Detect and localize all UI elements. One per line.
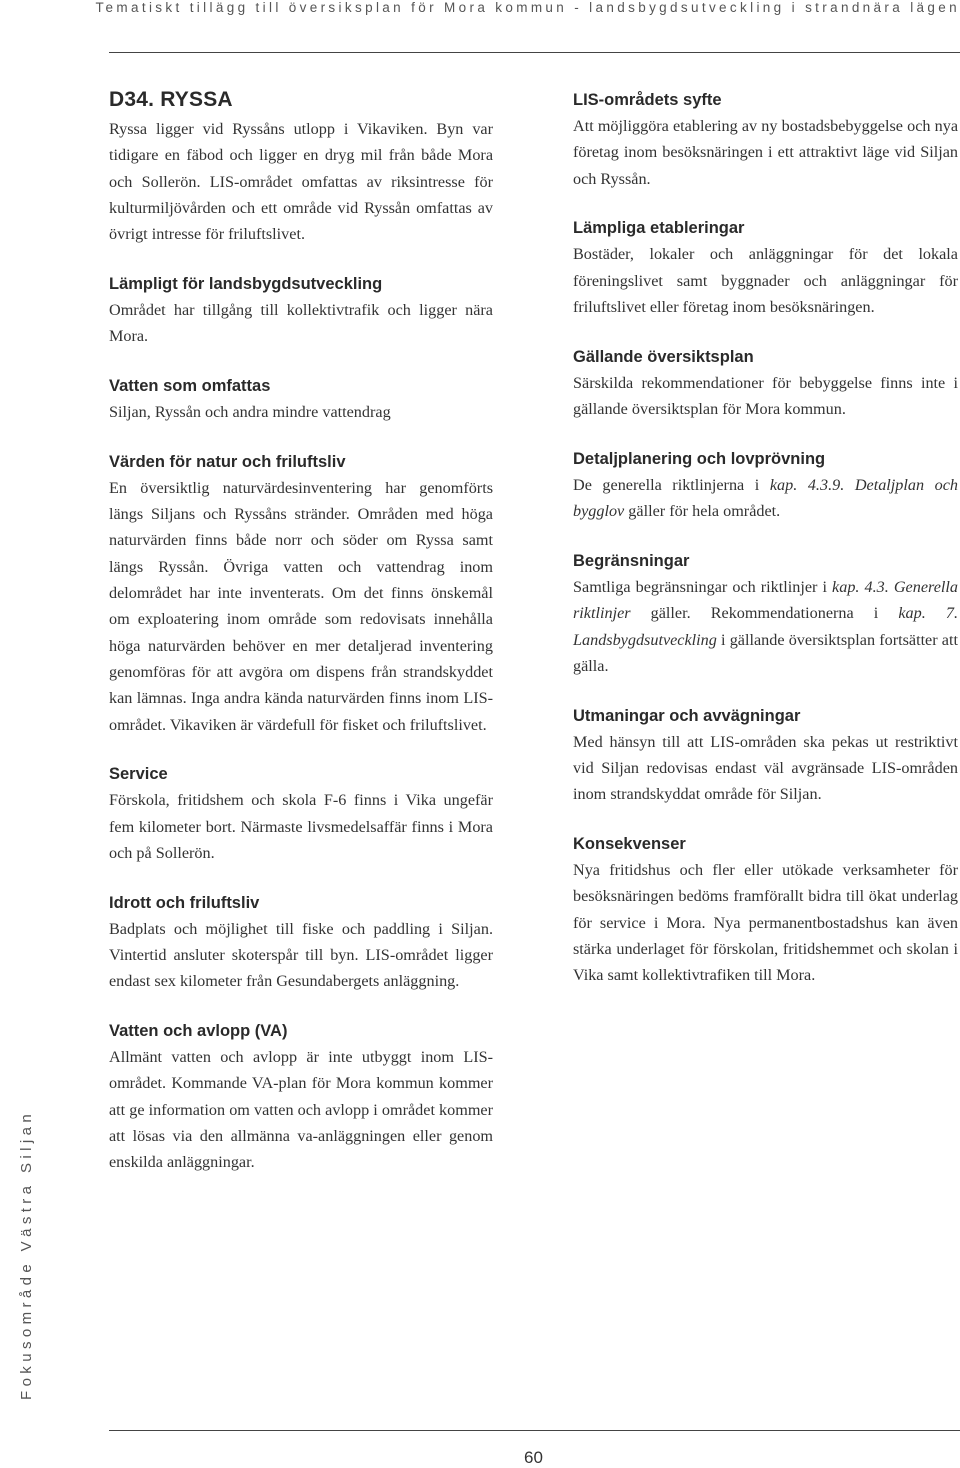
section-text: Att möjliggöra etablering av ny bostadsbebyggelse och nya företag inom besöksnäringen i ett attraktivt läge vid Siljan och Ryssån. <box>573 117 958 188</box>
top-divider <box>109 52 960 53</box>
section-text: Området har tillgång till kollektivtrafik och ligger nära Mora. <box>109 300 493 346</box>
intro-block <box>109 116 493 247</box>
section-oversiktsplan <box>573 345 958 423</box>
section-service <box>109 762 493 866</box>
section-text: Nya fritidshus och fler eller utökade verksamheter för besöksnäringen bedöms framförallt bidra till ökat underlag för service i Mora. Nya permanentbostadshus kan även stärka underlaget för förskolan, fritidshemmet och skolan i Vika samt kollektivtrafiken till Mora. <box>573 861 958 985</box>
section-text: Bostäder, lokaler och anläggningar för det lokala föreningslivet samt byggnader och anläggningar för friluftslivet eller företag inom besöksnäringen. <box>573 245 958 316</box>
section-heading: Vatten som omfattas <box>109 377 271 396</box>
section-va <box>109 1019 493 1175</box>
section-text: Siljan, Ryssån och andra mindre vattendrag <box>109 403 391 422</box>
section-utmaningar <box>573 704 958 808</box>
section-heading: Service <box>109 765 168 784</box>
section-text: En översiktlig naturvärdesinventering har genomförts längs Siljans och Ryssåns stränder. Områden med höga naturvärden finns både norr och söder om Ryssa samt längs Ryssån. Övriga vatten och vattendrag inom delområdet har inte inventerats. Om det finns önskemål om exploatering inom område som redovisats innehålla höga naturvärden behöver en mer detaljerad inventering genomföras för att avgöra om dispens från strandskyddet kan lämnas. Inga andra kända naturvärden finns inom LIS-området. Vikaviken är värdefull för fisket och friluftslivet. <box>109 478 493 734</box>
section-text: Allmänt vatten och avlopp är inte utbyggt inom LIS-området. Kommande VA-plan för Mora kommun kommer att ge information om vatten och avlopp i området kommer att lösas via den allmänna va-anläggningen eller genom enskilda anläggningar. <box>109 1048 493 1172</box>
section-etableringar <box>573 216 958 320</box>
section-heading: LIS-områdets syfte <box>573 91 722 109</box>
section-text: Badplats och möjlighet till fiske och paddling i Siljan. Vintertid ansluter skoterspår till byn. LIS-området ligger endast sex kilometer från Gesundabergets anläggning. <box>109 919 493 991</box>
page-title: D34. RYSSA <box>109 88 233 111</box>
section-syfte <box>573 88 958 192</box>
section-begransningar <box>573 549 958 679</box>
section-heading: Värden för natur och friluftsliv <box>109 452 346 471</box>
side-label: Fokusområde Västra Siljan <box>18 1109 35 1400</box>
section-vatten <box>109 374 493 425</box>
section-idrott <box>109 891 493 995</box>
section-varden <box>109 450 493 738</box>
section-lampligt <box>109 272 493 350</box>
left-column <box>109 88 493 1200</box>
section-text: Särskilda rekommendationer för bebyggelse finns inte i gällande översiktsplan för Mora kommun. <box>573 373 958 419</box>
section-text <box>573 472 958 525</box>
text-run: gäller för hela området. <box>624 502 781 521</box>
right-column <box>573 88 958 1013</box>
section-text <box>573 574 958 679</box>
section-heading: Lämpliga etableringar <box>573 219 745 238</box>
section-heading: Konsekvenser <box>573 835 686 854</box>
bottom-divider <box>109 1430 960 1431</box>
running-header: Tematiskt tillägg till översiksplan för Mora kommun - landsbygdsutveckling i strandnära lägen <box>95 0 960 15</box>
page-number: 60 <box>524 1448 543 1467</box>
section-heading: Gällande översiktsplan <box>573 347 754 366</box>
text-run: i gällande översiktsplan fortsätter att gälla. <box>573 630 958 675</box>
section-text: Med hänsyn till att LIS-områden ska pekas ut restriktivt vid Siljan redovisas endast väl avgränsade LIS-områden inom strandskyddat område för Siljan. <box>573 732 958 804</box>
chapter-reference: kap. 4.3.9. Detaljplan och bygglov <box>573 475 958 521</box>
intro-text: Ryssa ligger vid Ryssåns utlopp i Vikaviken. Byn var tidigare en fäbod och ligger en dryg mil från både Mora och Sollerön. LIS-området omfattas av riksintresse för kulturmiljövården och ett område vid Ryssån omfattas av övrigt intresse för friluftslivet. <box>109 120 493 244</box>
chapter-reference: kap. 4.3. Generella riktlinjer <box>573 577 958 623</box>
chapter-reference: kap. 7. Landsbygdsutveckling <box>573 604 959 649</box>
section-heading: Lämpligt för landsbygdsutveckling <box>109 274 383 293</box>
section-konsekvenser <box>573 832 958 988</box>
section-heading: Utmaningar och avvägningar <box>573 706 801 725</box>
section-detaljplanering <box>573 447 958 525</box>
section-heading: Detaljplanering och lovprövning <box>573 449 826 468</box>
section-heading: Vatten och avlopp (VA) <box>109 1022 288 1041</box>
section-text: Förskola, fritidshem och skola F-6 finns i Vika ungefär fem kilometer bort. Närmaste livsmedelsaffär finns i Mora och på Sollerön. <box>109 791 493 862</box>
section-heading: Begränsningar <box>573 551 690 570</box>
text-run: Samtliga begränsningar och riktlinjer i <box>573 577 833 596</box>
text-run: gäller. Rekommendationerna i <box>630 604 899 623</box>
text-run: De generella riktlinjerna i <box>573 475 770 494</box>
section-heading: Idrott och friluftsliv <box>109 893 260 912</box>
